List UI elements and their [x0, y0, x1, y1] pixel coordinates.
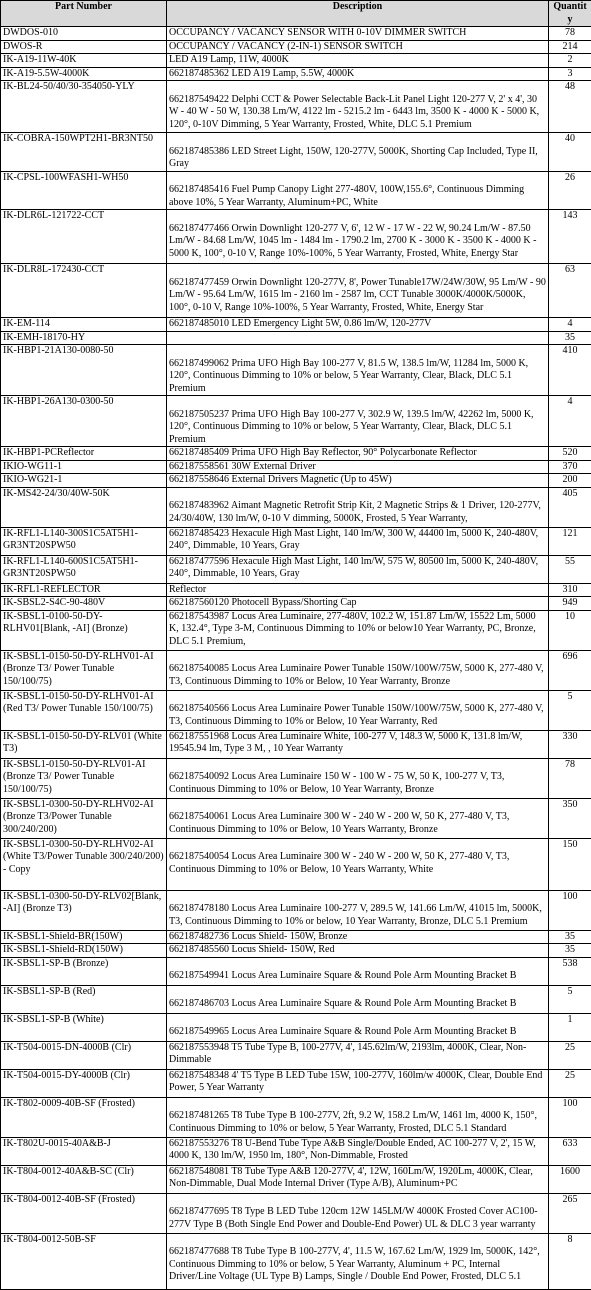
description-cell: 662187553276 T8 U-Bend Tube Type A&B Single/Double Ended, AC 100-277 V, 2', 15 W, 4000 K, 130 lm/W, 1950 lm, 180°, Non-Dimmable, Frosted [167, 1137, 549, 1165]
part-number-cell: IK-HBP1-21A130-0080-50 [1, 345, 167, 396]
description-cell: 662187549965 Locus Area Luminaire Square & Round Pole Arm Mounting Bracket B [167, 1013, 549, 1041]
description-cell: 662187477695 T8 Type B LED Tube 120cm 12W 145LM/W 4000K Frosted Cover AC100-277V Type B (Both Single End Power and Double-End Power) UL & DLC 3 year warranty [167, 1193, 549, 1233]
quantity-cell: 100 [549, 1097, 591, 1137]
description-cell: 662187477688 T8 Tube Type B 100-277V, 4', 11.5 W, 167.62 Lm/W, 1929 lm, 5000K, 142°, Continuous Dimming to 10% or below, 5 Year Warranty, Aluminum + PC, Internal Driver/Line Voltage (UL Type B) Lamps, Single / Double End Power, Frosted, DLC 5.1 [167, 1233, 549, 1289]
table-row [1, 1165, 591, 1193]
quantity-cell: 4 [549, 318, 591, 332]
table-row [1, 447, 591, 461]
description-cell: 662187499062 Prima UFO High Bay 100-277 V, 81.5 W, 138.5 lm/W, 11284 lm, 5000 K, 120°, Continuous Dimming to 10% or below, 5 Year Warranty, Clear, Black, DLC 5.1 Premium [167, 345, 549, 396]
description-cell: 662187543987 Locus Area Luminaire, 277-480V, 102.2 W, 151.87 Lm/W, 15522 Lm, 5000 K, 132.4°, Type 3-M, Continuous Dimming to 10% or below10 Year Warranty, PC, Bronze, DLC 5.1 Premium, [167, 610, 549, 650]
part-number-cell: IK-SBSL1-0300-50-DY-RLV02[Blank, -AI] (Bronze T3) [1, 890, 167, 930]
description-cell: 662187478180 Locus Area Luminaire 100-277 V, 289.5 W, 141.66 Lm/W, 41015 lm, 5000K, T3, Continuous Dimming to 10% or below, 10 Year Warranty, Bronze, DLC 5.1 Premium [167, 890, 549, 930]
part-number-cell: IK-T804-0012-40B-SF (Frosted) [1, 1193, 167, 1233]
quantity-cell: 25 [549, 1041, 591, 1069]
table-row [1, 957, 591, 985]
description-cell: 662187540092 Locus Area Luminaire 150 W - 100 W - 75 W, 50 K, 100-277 V, T3, Continuous Dimming to 10% or Below, 10 Year Warranty, Bronze [167, 758, 549, 798]
part-number-cell: IK-COBRA-150WPT2H1-BR3NT50 [1, 133, 167, 172]
table-row [1, 264, 591, 318]
part-number-cell: IK-BL24-50/40/30-354050-YLY [1, 81, 167, 133]
quantity-cell: 5 [549, 985, 591, 1013]
description-cell: OCCUPANCY / VACANCY SENSOR WITH 0-10V DIMMER SWITCH [167, 27, 549, 41]
quantity-cell: 5 [549, 690, 591, 730]
description-cell: 662187481265 T8 Tube Type B 100-277V, 2ft, 9.2 W, 158.2 Lm/W, 1461 lm, 4000 K, 150°, Continuous Dimming to 10% or below, 5 Year Warranty, Frosted, DLC 5.1 Standard [167, 1097, 549, 1137]
table-row [1, 1069, 591, 1097]
table-row [1, 583, 591, 597]
quantity-cell: 350 [549, 798, 591, 838]
quantity-cell: 1 [549, 1013, 591, 1041]
quantity-cell: 538 [549, 957, 591, 985]
part-number-cell: IK-RFL1-REFLECTOR [1, 583, 167, 597]
part-number-cell: IK-SBSL1-Shield-RD(150W) [1, 944, 167, 958]
quantity-cell: 370 [549, 460, 591, 474]
description-cell: LED A19 Lamp, 11W, 4000K [167, 54, 549, 68]
description-cell: 662187549941 Locus Area Luminaire Square & Round Pole Arm Mounting Bracket B [167, 957, 549, 985]
table-row [1, 890, 591, 930]
part-number-cell: IK-SBSL1-SP-B (Bronze) [1, 957, 167, 985]
part-number-cell: IK-DLR8L-172430-CCT [1, 264, 167, 318]
description-cell: 662187486703 Locus Area Luminaire Square & Round Pole Arm Mounting Bracket B [167, 985, 549, 1013]
quantity-cell: 25 [549, 1069, 591, 1097]
part-number-cell: IK-T802U-0015-40A&B-J [1, 1137, 167, 1165]
quantity-cell: 949 [549, 597, 591, 611]
part-number-cell: IK-T504-0015-DY-4000B (Clr) [1, 1069, 167, 1097]
quantity-cell: 35 [549, 331, 591, 345]
table-row [1, 650, 591, 690]
description-cell: 662187558561 30W External Driver [167, 460, 549, 474]
table-row [1, 555, 591, 583]
table-row [1, 758, 591, 798]
part-number-cell: IK-T504-0015-DN-4000B (Clr) [1, 1041, 167, 1069]
quantity-cell: 310 [549, 583, 591, 597]
table-row [1, 798, 591, 838]
quantity-cell: 121 [549, 527, 591, 555]
table-row [1, 944, 591, 958]
part-number-cell: IK-SBSL1-0150-50-DY-RLHV01-AI (Red T3/ Power Tunable 150/100/75) [1, 690, 167, 730]
table-row [1, 1233, 591, 1289]
part-number-cell: IK-SBSL1-0300-50-DY-RLHV02-AI (Bronze T3/Power Tunable 300/240/200) [1, 798, 167, 838]
description-cell: 662187485416 Fuel Pump Canopy Light 277-480V, 100W,155.6°, Continuous Dimming above 10%, 5 Year Warranty, Aluminum+PC, White [167, 171, 549, 210]
description-cell: 662187477459 Orwin Downlight 120-277V, 8', Power Tunable17W/24W/30W, 95 Lm/W - 90 Lm/W - 95.64 Lm/W, 1615 lm - 2160 lm - 2587 lm, CCT Tunable 3000K/4000K/5000K, 100°, 0-10 V, Range 10%-100%, 5 Year Warranty, Frosted, White, Energy Star [167, 264, 549, 318]
table-row [1, 597, 591, 611]
description-cell: 662187485010 LED Emergency Light 5W, 0.86 lm/W, 120-277V [167, 318, 549, 332]
table-row [1, 474, 591, 488]
part-number-cell: IKIO-WG21-1 [1, 474, 167, 488]
part-number-cell: IK-EM-114 [1, 318, 167, 332]
description-cell: 662187548081 T8 Tube Type A&B 120-277V, 4', 12W, 160Lm/W, 1920Lm, 4000K, Clear, Non-Dimmable, Dual Mode Internal Driver (Type A/B), Aluminum+PC [167, 1165, 549, 1193]
part-number-cell: IK-EMH-18170-HY [1, 331, 167, 345]
table-row [1, 54, 591, 68]
description-cell: 662187540061 Locus Area Luminaire 300 W - 240 W - 200 W, 50 K, 277-480 V, T3, Continuous Dimming to 10% or Below, 10 Years Warranty, Bronze [167, 798, 549, 838]
quantity-cell: 696 [549, 650, 591, 690]
table-row [1, 27, 591, 41]
table-row [1, 610, 591, 650]
quantity-cell: 1600 [549, 1165, 591, 1193]
part-number-cell: IK-HBP1-PCReflector [1, 447, 167, 461]
part-number-cell: IK-T804-0012-40A&B-SC (Clr) [1, 1165, 167, 1193]
description-cell: 662187477596 Hexacule High Mast Light, 140 lm/W, 575 W, 80500 lm, 5000 K, 240-480V, 240°, Dimmable, 10 Years, Gray [167, 555, 549, 583]
quantity-cell: 26 [549, 171, 591, 210]
table-body [1, 27, 591, 1290]
quantity-cell: 265 [549, 1193, 591, 1233]
table-row [1, 171, 591, 210]
quantity-cell: 55 [549, 555, 591, 583]
table-row [1, 133, 591, 172]
table-row [1, 527, 591, 555]
quantity-cell: 520 [549, 447, 591, 461]
description-cell: OCCUPANCY / VACANCY (2-IN-1) SENSOR SWITCH [167, 40, 549, 54]
description-cell: 662187505237 Prima UFO High Bay 100-277 V, 302.9 W, 139.5 lm/W, 42262 lm, 5000 K, 120°, Continuous Dimming to 10% or below, 5 Year Warranty, Clear, Black, DLC 5.1 Premium [167, 396, 549, 447]
part-number-cell: IK-T804-0012-50B-SF [1, 1233, 167, 1289]
table-row [1, 930, 591, 944]
part-number-cell: IK-SBSL2-S4C-90-480V [1, 597, 167, 611]
header-description: Description [167, 1, 549, 27]
quantity-cell: 214 [549, 40, 591, 54]
table-row [1, 210, 591, 264]
quantity-cell: 200 [549, 474, 591, 488]
part-number-cell: IK-SBSL1-0150-50-DY-RLV01 (White T3) [1, 730, 167, 758]
part-number-cell: IK-MS42-24/30/40W-50K [1, 487, 167, 527]
description-cell: 662187485560 Locus Shield- 150W, Red [167, 944, 549, 958]
table-row [1, 396, 591, 447]
quantity-cell: 143 [549, 210, 591, 264]
quantity-cell: 4 [549, 396, 591, 447]
header-quantity: Quantity [549, 1, 591, 27]
quantity-cell: 48 [549, 81, 591, 133]
part-number-cell: IK-SBSL1-SP-B (Red) [1, 985, 167, 1013]
part-number-cell: IK-SBSL1-0100-50-DY-RLHV01[Blank, -AI] (Bronze) [1, 610, 167, 650]
quantity-cell: 78 [549, 758, 591, 798]
part-number-cell: IK-SBSL1-0150-50-DY-RLHV01-AI (Bronze T3/ Power Tunable 150/100/75) [1, 650, 167, 690]
description-cell: 662187540566 Locus Area Luminaire Power Tunable 150W/100W/75W, 5000 K, 277-480 V, T3, Continuous Dimming to 10% or Below, 10 Year Warranty, Red [167, 690, 549, 730]
part-number-cell: IK-SBSL1-0150-50-DY-RLV01-AI (Bronze T3/ Power Tunable 150/100/75) [1, 758, 167, 798]
table-row [1, 1193, 591, 1233]
quantity-cell: 3 [549, 67, 591, 81]
part-number-cell: IK-A19-11W-40K [1, 54, 167, 68]
table-row [1, 487, 591, 527]
description-cell: 662187549422 Delphi CCT & Power Selectable Back-Lit Panel Light 120-277 V, 2' x 4', 30 W - 40 W - 50 W, 130.38 Lm/W, 4122 lm - 5215.2 lm - 6443 lm, 3500 K - 4000 K - 5000 K, 120°, 0-10V Dimming, 5 Year Warranty, Frosted, White, DLC 5.1 Premium [167, 81, 549, 133]
part-number-cell: IK-A19-5.5W-4000K [1, 67, 167, 81]
header-row [1, 1, 591, 27]
quantity-cell: 63 [549, 264, 591, 318]
table-row [1, 1137, 591, 1165]
description-cell [167, 331, 549, 345]
table-row [1, 838, 591, 890]
part-number-cell: IK-HBP1-26A130-0300-50 [1, 396, 167, 447]
quantity-cell: 2 [549, 54, 591, 68]
table-row [1, 985, 591, 1013]
quantity-cell: 633 [549, 1137, 591, 1165]
description-cell: 662187485362 LED A19 Lamp, 5.5W, 4000K [167, 67, 549, 81]
part-number-cell: IK-CPSL-100WFASH1-WH50 [1, 171, 167, 210]
part-number-cell: IK-RFL1-L140-600S1C5AT5H1-GR3NT20SPW50 [1, 555, 167, 583]
description-cell: 662187485386 LED Street Light, 150W, 120-277V, 5000K, Shorting Cap Included, Type II, Gray [167, 133, 549, 172]
quantity-cell: 40 [549, 133, 591, 172]
description-cell: 662187558646 External Drivers Magnetic (Up to 45W) [167, 474, 549, 488]
description-cell: 662187551968 Locus Area Luminaire White, 100-277 V, 148.3 W, 5000 K, 131.8 lm/W, 19545.94 lm, Type 3 M, , 10 Year Warranty [167, 730, 549, 758]
part-number-cell: IK-T802-0009-40B-SF (Frosted) [1, 1097, 167, 1137]
part-number-cell: IK-SBSL1-0300-50-DY-RLHV02-AI (White T3/Power Tunable 300/240/200) - Copy [1, 838, 167, 890]
table-row [1, 460, 591, 474]
quantity-cell: 10 [549, 610, 591, 650]
description-cell: 662187483962 Aimant Magnetic Retrofit Strip Kit, 2 Magnetic Strips & 1 Driver, 120-277V, 24/30/40W, 130 lm/W, 0-10 V dimming, 5000K, Frosted, 5 Year Warranty, [167, 487, 549, 527]
table-row [1, 730, 591, 758]
part-number-cell: IK-SBSL1-Shield-BR(150W) [1, 930, 167, 944]
description-cell: 662187540085 Locus Area Luminaire Power Tunable 150W/100W/75W, 5000 K, 277-480 V, T3, Continuous Dimming to 10% or Below, 10 Year Warranty, Bronze [167, 650, 549, 690]
table-row [1, 67, 591, 81]
part-number-cell: IK-DLR6L-121722-CCT [1, 210, 167, 264]
quantity-cell: 405 [549, 487, 591, 527]
description-cell: 662187482736 Locus Shield- 150W, Bronze [167, 930, 549, 944]
quantity-cell: 78 [549, 27, 591, 41]
quantity-cell: 8 [549, 1233, 591, 1289]
part-number-cell: IKIO-WG11-1 [1, 460, 167, 474]
table-row [1, 331, 591, 345]
table-row [1, 1041, 591, 1069]
description-cell: 662187485409 Prima UFO High Bay Reflector, 90° Polycarbonate Reflector [167, 447, 549, 461]
table-row [1, 40, 591, 54]
description-cell: 662187548348 4' T5 Type B LED Tube 15W, 100-277V, 160lm/w 4000K, Clear, Double End Power, 5 Year Warranty [167, 1069, 549, 1097]
header-part-number: Part Number [1, 1, 167, 27]
quantity-cell: 330 [549, 730, 591, 758]
description-cell: 662187553948 T5 Tube Type B, 100-277V, 4', 145.62lm/W, 2193lm, 4000K, Clear, Non-Dimmable [167, 1041, 549, 1069]
quantity-cell: 100 [549, 890, 591, 930]
description-cell: 662187485423 Hexacule High Mast Light, 140 lm/W, 300 W, 44400 lm, 5000 K, 240-480V, 240°, Dimmable, 10 Years, Gray [167, 527, 549, 555]
table-row [1, 1097, 591, 1137]
part-number-cell: IK-SBSL1-SP-B (White) [1, 1013, 167, 1041]
table-row [1, 345, 591, 396]
description-cell: 662187477466 Orwin Downlight 120-277 V, 6', 12 W - 17 W - 22 W, 90.24 Lm/W - 87.50 Lm/W - 84.68 Lm/W, 1045 lm - 1484 lm - 1790.2 lm, 2700 K - 3000 K - 3500 K - 4000 K - 5000 K, 100°, 0-10 V, Range 10%-100%, 5 Year Warranty, Frosted, White, Energy Star [167, 210, 549, 264]
table-row [1, 690, 591, 730]
quantity-cell: 35 [549, 930, 591, 944]
quantity-cell: 150 [549, 838, 591, 890]
quantity-cell: 35 [549, 944, 591, 958]
description-cell: 662187540054 Locus Area Luminaire 300 W - 240 W - 200 W, 50 K, 277-480 V, T3, Continuous Dimming to 10% or Below, 10 Years Warranty, White [167, 838, 549, 890]
table-row [1, 318, 591, 332]
part-number-cell: DWDOS-010 [1, 27, 167, 41]
part-number-cell: IK-RFL1-L140-300S1C5AT5H1-GR3NT20SPW50 [1, 527, 167, 555]
table-row [1, 81, 591, 133]
quantity-cell: 410 [549, 345, 591, 396]
description-cell: 662187560120 Photocell Bypass/Shorting Cap [167, 597, 549, 611]
part-number-cell: DWOS-R [1, 40, 167, 54]
description-cell: Reflector [167, 583, 549, 597]
table-row [1, 1013, 591, 1041]
